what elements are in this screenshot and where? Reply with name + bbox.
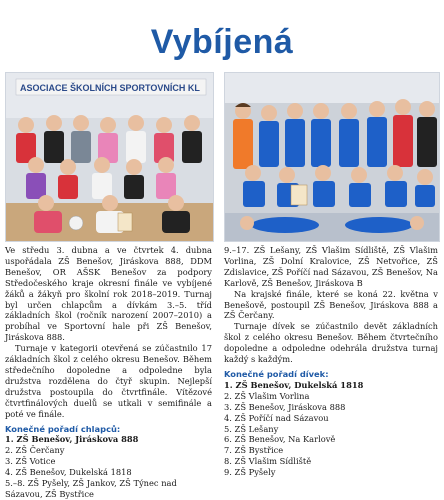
article-paragraph-girls-tournament: Turnaje dívek se zúčastnilo devět základních škol z celého okresu Benešov. Během čtvrtečního dopoledne a odpoledne odehrála družstva turnaj každý s každým. xyxy=(224,321,438,365)
article-paragraph-boys-rest: 9.–17. ZŠ Lešany, ZŠ Vlašim Sídliště, ZŠ Vlašim Vorlina, ZŠ Dolní Kralovice, ZŠ Netvořice, ZŠ Zdislavice, ZŠ Poříčí nad Sázavou, ZŠ Benešov, Na Karlově, ZŠ Benešov, Jiráskova B xyxy=(224,245,438,288)
list-item: 1. ZŠ Benešov, Jiráskova 888 xyxy=(5,434,139,445)
article-paragraph-intro: Ve středu 3. dubna a ve čtvrtek 4. dubna uspořádala ZŠ Benešov, Jiráskova 888, DDM Benešov, OR AŠSK Benešov za podpory Středočeského kraje okresní finále ve vybíjené žáků a žákyň pro školní rok 2018–2019. Turnaj byl určen chlapcům a dívkám 3.–5. tříd základních škol (ročník narození 2007–2010) a probíhal ve Sportovní hale při ZŠ Benešov, Jiráskova 888. xyxy=(5,245,212,343)
article-column-left xyxy=(5,245,212,500)
team-photo-boys xyxy=(5,72,214,242)
list-item: 5.–8. ZŠ Pyšely, ZŠ Jankov, ZŠ Týnec nad Sázavou, ZŠ Bystřice xyxy=(5,478,177,499)
list-item: 2. ZŠ Vlašim Vorlina xyxy=(224,390,310,401)
list-item: 3. ZŠ Votice xyxy=(5,456,56,467)
list-item: 3. ZŠ Benešov, Jiráskova 888 xyxy=(224,401,346,412)
list-item: 1. ZŠ Benešov, Dukelská 1818 xyxy=(224,379,364,390)
team-photo-girls-illustration xyxy=(225,73,439,241)
list-item: 9. ZŠ Pyšely xyxy=(224,467,276,478)
list-item: 4. ZŠ Poříčí nad Sázavou xyxy=(224,412,329,423)
article-paragraph-boys-tournament: Turnaje v kategorii otevřená se zúčastnilo 17 základních škol z celého okresu Benešov. Během středečního dopoledne a odpoledne byla družstva rozdělena do čtyř skupin. Nejlepší družstva postoupila do čtvrtfinále. Vítězové čtvrtfinálových duelů se utkali v semifinále a poté ve finále. xyxy=(5,343,212,419)
list-item: 5. ZŠ Lešany xyxy=(224,423,279,434)
list-item: 8. ZŠ Vlašim Sídliště xyxy=(224,456,312,467)
photo-banner-text: ASOCIACE ŠKOLNÍCH SPORTOVNÍCH KL xyxy=(20,83,200,93)
girls-ranking-heading: Konečné pořadí dívek: xyxy=(224,368,329,379)
team-photo-boys-illustration xyxy=(6,73,213,241)
list-item: 4. ZŠ Benešov, Dukelská 1818 xyxy=(5,467,132,478)
article-paragraph-regional-final: Na krajské finále, které se koná 22. května v Benešově, postoupil ZŠ Benešov, Jiráskova 888 a ZŠ Čerčany. xyxy=(224,288,438,321)
team-photo-girls xyxy=(224,72,440,242)
list-item: 6. ZŠ Benešov, Na Karlově xyxy=(224,434,336,445)
girls-ranking-list xyxy=(224,380,438,478)
boys-ranking-list xyxy=(5,434,212,499)
boys-ranking-heading: Konečné pořadí chlapců: xyxy=(5,423,121,434)
article-column-right xyxy=(224,245,438,478)
article-title: Vybíjená xyxy=(150,23,294,61)
list-item: 7. ZŠ Bystřice xyxy=(224,445,284,456)
list-item: 2. ZŠ Čerčany xyxy=(5,445,65,456)
